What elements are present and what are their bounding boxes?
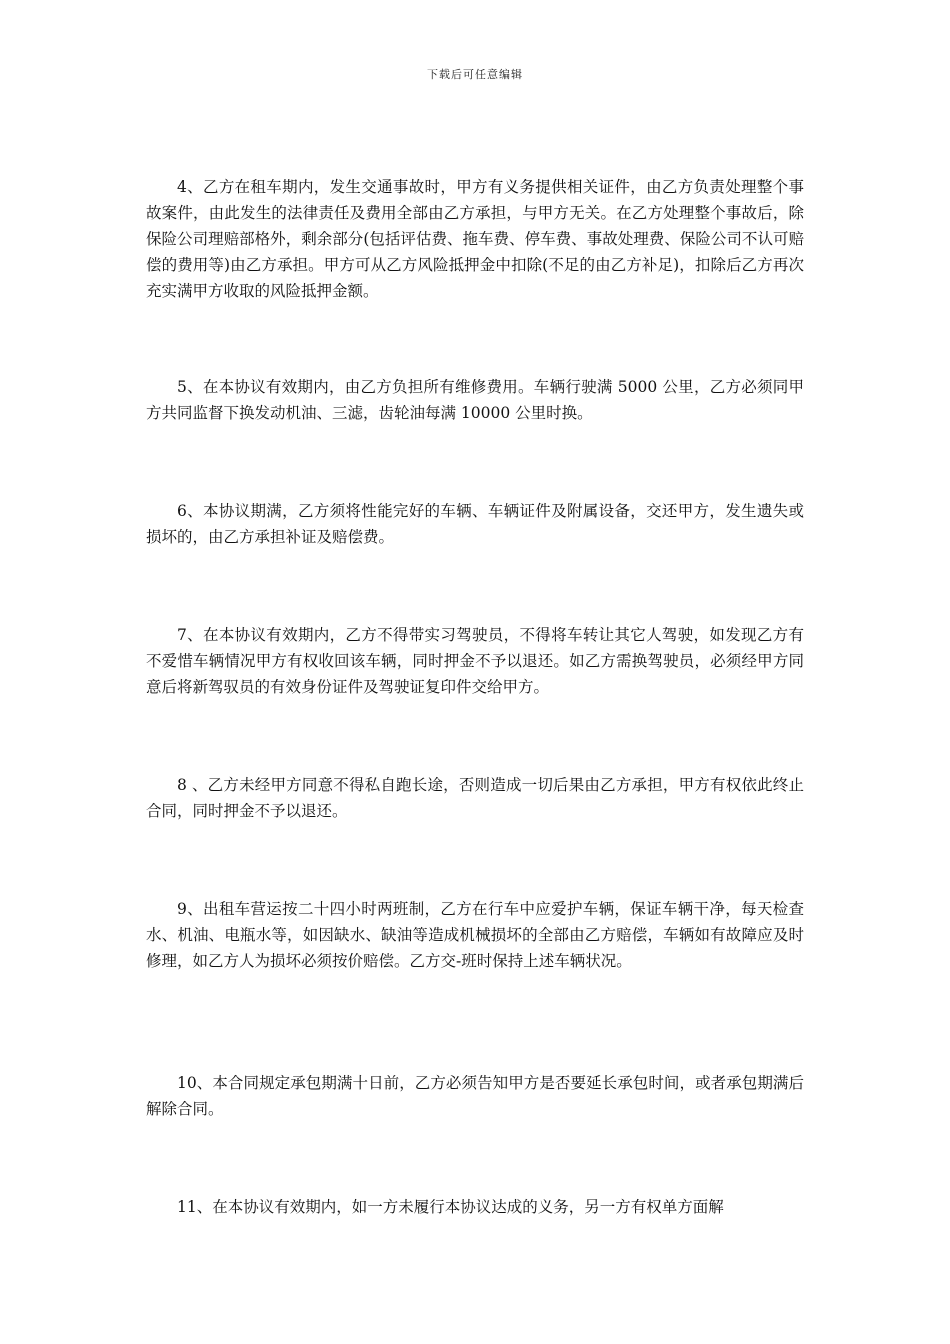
clause-6: 6、本协议期满，乙方须将性能完好的车辆、车辆证件及附属设备，交还甲方，发生遗失或损坏的，由乙方承担补证及赔偿费。: [146, 502, 804, 546]
clause-4: 4、乙方在租车期内，发生交通事故时，甲方有义务提供相关证件，由乙方负责处理整个事故案件，由此发生的法律责任及费用全部由乙方承担，与甲方无关。在乙方处理整个事故后，除保险公司理赔部格外，剩余部分(包括评估费、拖车费、停车费、事故处理费、保险公司不认可赔偿的费用等)由乙方承担。甲方可从乙方风险抵押金中扣除(不足的由乙方补足)，扣除后乙方再次充实满甲方收取的风险抵押金额。: [146, 178, 804, 300]
clause-7: 7、在本协议有效期内，乙方不得带实习驾驶员，不得将车转让其它人驾驶，如发现乙方有不爱惜车辆情况甲方有权收回该车辆，同时押金不予以退还。如乙方需换驾驶员，必须经甲方同意后将新驾驭员的有效身份证件及驾驶证复印件交给甲方。: [146, 626, 804, 696]
clause-9: 9、出租车营运按二十四小时两班制，乙方在行车中应爱护车辆，保证车辆干净，每天检查水、机油、电瓶水等，如因缺水、缺油等造成机械损坏的全部由乙方赔偿，车辆如有故障应及时修理，如乙方人为损坏必须按价赔偿。乙方交-班时保持上述车辆状况。: [146, 900, 804, 970]
page-header: 下载后可任意编辑: [427, 68, 523, 81]
clause-5: 5、在本协议有效期内，由乙方负担所有维修费用。车辆行驶满 5000 公里，乙方必须同甲方共同监督下换发动机油、三滤，齿轮油每满 10000 公里时换。: [146, 378, 804, 422]
clause-11: 11、在本协议有效期内，如一方未履行本协议达成的义务，另一方有权单方面解: [177, 1198, 724, 1216]
clause-8: 8 、乙方未经甲方同意不得私自跑长途，否则造成一切后果由乙方承担，甲方有权依此终止合同，同时押金不予以退还。: [146, 776, 804, 820]
clause-10: 10、本合同规定承包期满十日前，乙方必须告知甲方是否要延长承包时间，或者承包期满后解除合同。: [146, 1074, 804, 1118]
